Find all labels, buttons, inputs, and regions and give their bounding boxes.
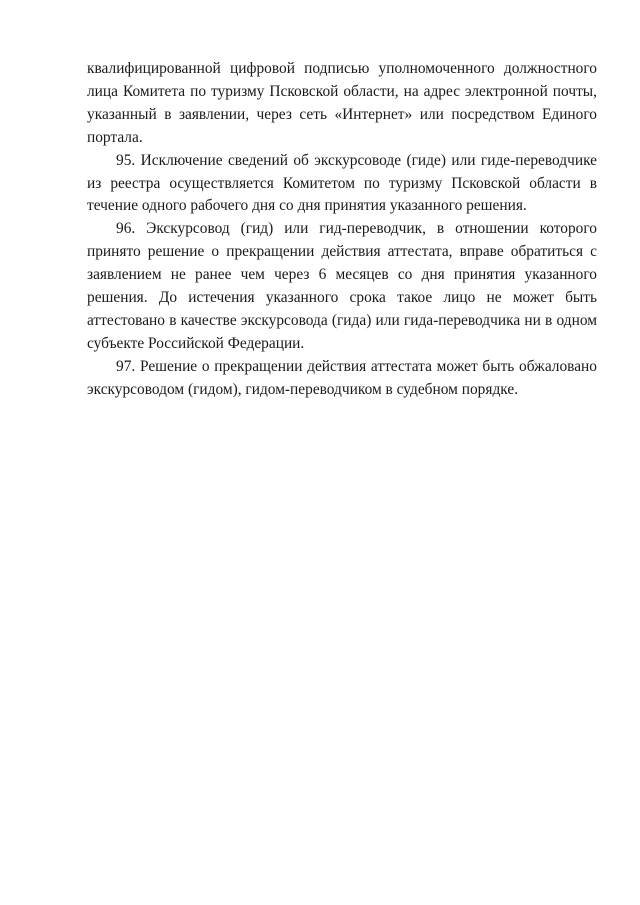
paragraph-95: 95. Исключение сведений об экскурсоводе (гиде) или гиде-переводчике из реестра осуществляется Комитетом по туризму Псковской области в течение одного рабочего дня со дня принятия указанного решения. (87, 151, 597, 215)
paragraph-96: 96. Экскурсовод (гид) или гид-переводчик, в отношении которого принято решение о прекращении действия аттестата, вправе обратиться с заявлением не ранее чем через 6 месяцев со дня принятия указанного решения. До истечения указанного срока такое лицо не может быть аттестовано в качестве экскурсовода (гида) или гида-переводчика ни в одном субъекте Российской Федерации. (87, 220, 597, 352)
paragraph-continuation: квалифицированной цифровой подписью уполномоченного должностного лица Комитета по туризму Псковской области, на адрес электронной почты, указанный в заявлении, через сеть «Интернет» или посредством Единого портала. (87, 60, 597, 146)
paragraph-97: 97. Решение о прекращении действия аттестата может быть обжаловано экскурсоводом (гидом), гидом-переводчиком в судебном порядке. (87, 357, 597, 398)
document-body (87, 58, 597, 402)
